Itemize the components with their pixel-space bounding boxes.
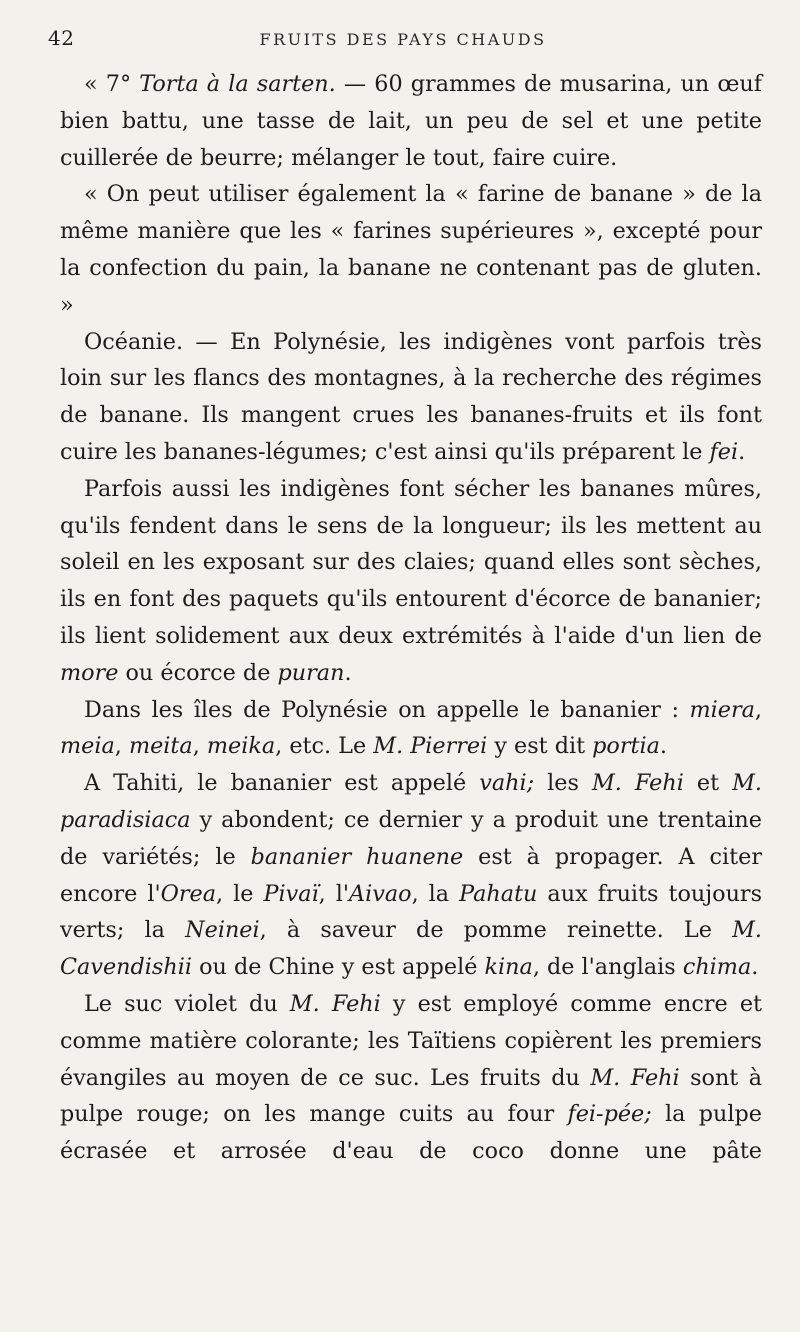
paragraph-recipe-torta: « 7° Torta à la sarten. — 60 grammes de musarina, un œuf bien battu, une tasse de lait, un peu de sel et une petite cuillerée de beurre; mélanger le tout, faire cuire. xyxy=(60,71,763,171)
paragraph-tahiti: A Tahiti, le bananier est appelé vahi; les M. Fehi et M. paradisiaca y abondent; ce dernier y a produit une trentaine de variétés; le bananier huanene est à propager. A citer encore l'Orea, le Pivaï, l'Aivao, la Pahatu aux fruits toujours verts; la Neinei, à saveur de pomme reinette. Le M. Cavendishii ou de Chine y est appelé kina, de l'anglais chima. xyxy=(60,770,763,981)
paragraph-drying: Parfois aussi les indigènes font sécher les bananes mûres, qu'ils fendent dans le sens de la longueur; ils les mettent au soleil en les exposant sur des claies; quand elles sont sèches, ils en font des paquets qu'ils entourent d'écorce de bananier; ils lient solidement aux deux extrémités à l'aide d'un lien de more ou écorce de puran. xyxy=(60,475,762,686)
paragraph-banana-flour: « On peut utiliser également la « farine de banane » de la même manière que les « farines supérieures », excepté pour la confection du pain, la banane ne contenant pas de gluten. » xyxy=(60,181,762,318)
paragraph-oceanie: Océanie. — En Polynésie, les indigènes vont parfois très loin sur les flancs des montagnes, à la recherche des régimes de banane. Ils mangent crues les bananes-fruits et ils font cuire les bananes-légumes; c'est ainsi qu'ils préparent le fei. xyxy=(60,328,762,465)
page-header xyxy=(48,16,758,56)
page-number: 42 xyxy=(48,26,75,50)
paragraph-polynesia-names: Dans les îles de Polynésie on appelle le bananier : miera, meia, meita, meika, etc. Le M. Pierrei y est dit portia. xyxy=(60,696,762,760)
paragraph-violet-juice: Le suc violet du M. Fehi y est employé comme encre et comme matière colorante; les Taïtiens copièrent les premiers évangiles au moyen de ce suc. Les fruits du M. Fehi sont à pulpe rouge; on les mange cuits au four fei-pée; la pulpe écrasée et arrosée d'eau de coco donne une pâte xyxy=(60,990,762,1165)
body-text xyxy=(60,66,762,1170)
running-title: FRUITS DES PAYS CHAUDS xyxy=(259,30,547,49)
